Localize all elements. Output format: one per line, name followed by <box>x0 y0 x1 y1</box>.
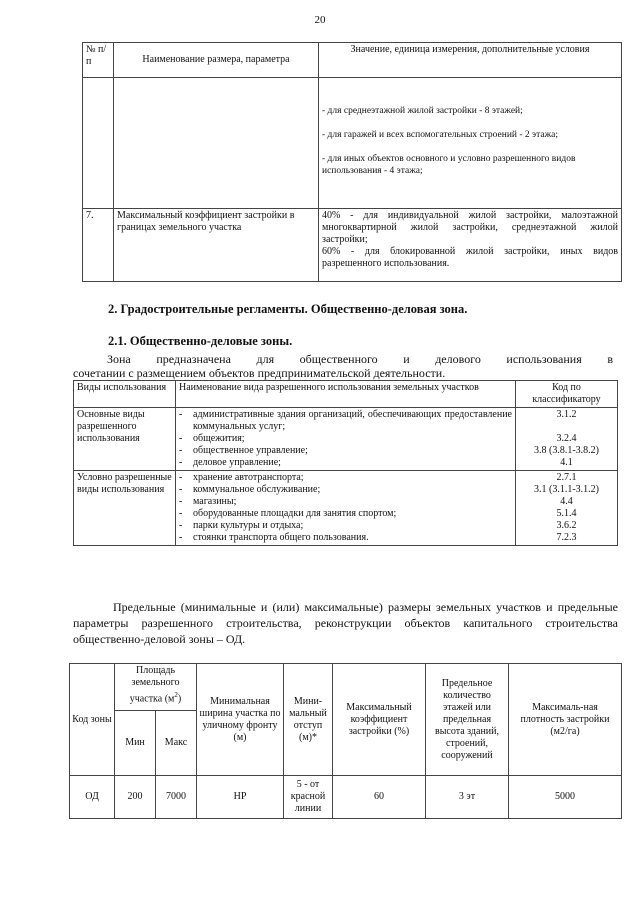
use-list <box>176 471 516 546</box>
header-value: Значение, единица измерения, дополнительные условия <box>319 43 622 78</box>
table-row <box>83 209 622 282</box>
header-max-floors: Предельное количество этажей или предельная высота зданий, строений, сооружений <box>426 664 509 776</box>
code-value: 2.7.1 <box>556 472 577 483</box>
code-value: 3.2.4 <box>556 433 577 444</box>
list-item: - стоянки транспорта общего пользования. <box>179 532 369 543</box>
condition-item: - для среднеэтажной жилой застройки - 8 этажей; <box>322 106 523 116</box>
use-list <box>176 408 516 471</box>
header-max-coef: Максимальный коэффициент застройки (%) <box>333 664 426 776</box>
header-zone-code: Код зоны <box>70 664 115 776</box>
header-use-type: Виды использования <box>74 381 176 408</box>
header-use-name: Наименование вида разрешенного использования земельных участков <box>176 381 516 408</box>
empty-cell <box>83 78 114 209</box>
empty-cell <box>114 78 319 209</box>
code-value: 7.2.3 <box>556 532 577 543</box>
zone-parameters-table <box>69 663 622 819</box>
header-number: № п/п <box>83 43 114 78</box>
row-number: 7. <box>83 209 114 282</box>
min-area: 200 <box>115 776 156 819</box>
header-min-area: Мин <box>115 711 156 776</box>
list-item: - общественное управление; <box>179 445 308 456</box>
intro-line: Зона предназначена для общественного и делового использования в <box>107 352 613 366</box>
header-parameter: Наименование размера, параметра <box>114 43 319 78</box>
header-max-density: Максималь-ная плотность застройки (м2/га) <box>509 664 622 776</box>
limits-paragraph <box>73 599 618 647</box>
subsection-heading: 2.1. Общественно-деловые зоны. <box>108 334 293 348</box>
list-item: - парки культуры и отдыха; <box>179 520 304 531</box>
code-value: 5.1.4 <box>556 508 577 519</box>
parameter-value <box>319 209 622 282</box>
value-line: 60% - для блокированной жилой застройки, иных видов разрешенного использования. <box>322 246 618 269</box>
header-area: Площадь земельного участка $(м^2)$ <box>115 664 197 711</box>
condition-item: - для иных объектов основного и условно разрешенного видов использования - 4 этажа; <box>322 154 576 176</box>
condition-item: - для гаражей и всех вспомогательных строений - 2 этажа; <box>322 130 559 140</box>
max-floors: 3 эт <box>426 776 509 819</box>
header-code: Код по классификатору <box>516 381 618 408</box>
page-number: 20 <box>314 14 326 26</box>
table-header-row <box>70 664 622 711</box>
regulations-table-continued <box>82 42 622 282</box>
list-item: - административные здания организаций, обеспечивающих предоставление коммунальных услуг; <box>179 409 512 432</box>
group-label: Условно разрешенные виды использования <box>74 471 176 546</box>
table-row <box>74 408 618 471</box>
header-min-setback: Мини-мальный отступ (м)* <box>284 664 333 776</box>
land-use-table <box>73 380 618 546</box>
list-item: - оборудованные площадки для занятия спортом; <box>179 508 397 519</box>
table-header-row <box>83 43 622 78</box>
section-heading: 2. Градостроительные регламенты. Общественно-деловая зона. <box>108 302 468 316</box>
code-list <box>516 408 618 471</box>
list-item: - магазины; <box>179 496 237 507</box>
intro-line: сочетании с размещением объектов предпринимательской деятельности. <box>73 366 446 380</box>
paragraph-text: Предельные (минимальные и (или) максимальные) размеры земельных участков и предельные параметры разрешенного строительства, реконструкции объектов капитального строительства общественно-деловой зоны – ОД. <box>73 600 618 646</box>
code-value: 3.1.2 <box>556 409 577 420</box>
min-width: НР <box>197 776 284 819</box>
code-value: 3.6.2 <box>556 520 577 531</box>
max-area: 7000 <box>156 776 197 819</box>
list-item: - коммунальное обслуживание; <box>179 484 321 495</box>
value-line: 40% - для индивидуальной жилой застройки, малоэтажной многоквартирной жилой застройки, среднеэтажной жилой застройки; <box>322 210 618 245</box>
code-value: 3.8 (3.8.1-3.8.2) <box>534 445 599 456</box>
group-label: Основные виды разрешенного использования <box>74 408 176 471</box>
code-value: 4.4 <box>560 496 573 507</box>
header-min-width: Минимальная ширина участка по уличному фронту (м) <box>197 664 284 776</box>
table-row <box>70 776 622 819</box>
max-density: 5000 <box>509 776 622 819</box>
table-header-row <box>74 381 618 408</box>
parameter-name: Максимальный коэффициент застройки в границах земельного участка <box>114 209 319 282</box>
list-item: - деловое управление; <box>179 457 281 468</box>
table-row <box>83 78 622 209</box>
header-max-area: Макс <box>156 711 197 776</box>
floor-conditions <box>319 78 622 209</box>
min-setback: 5 - от красной линии <box>284 776 333 819</box>
list-item: - хранение автотранспорта; <box>179 472 304 483</box>
table-row <box>74 471 618 546</box>
code-value: 3.1 (3.1.1-3.1.2) <box>534 484 599 495</box>
code-value: 4.1 <box>560 457 573 468</box>
code-list <box>516 471 618 546</box>
max-coef: 60 <box>333 776 426 819</box>
list-item: - общежития; <box>179 433 245 444</box>
zone-intro <box>73 352 613 380</box>
zone-code: ОД <box>70 776 115 819</box>
